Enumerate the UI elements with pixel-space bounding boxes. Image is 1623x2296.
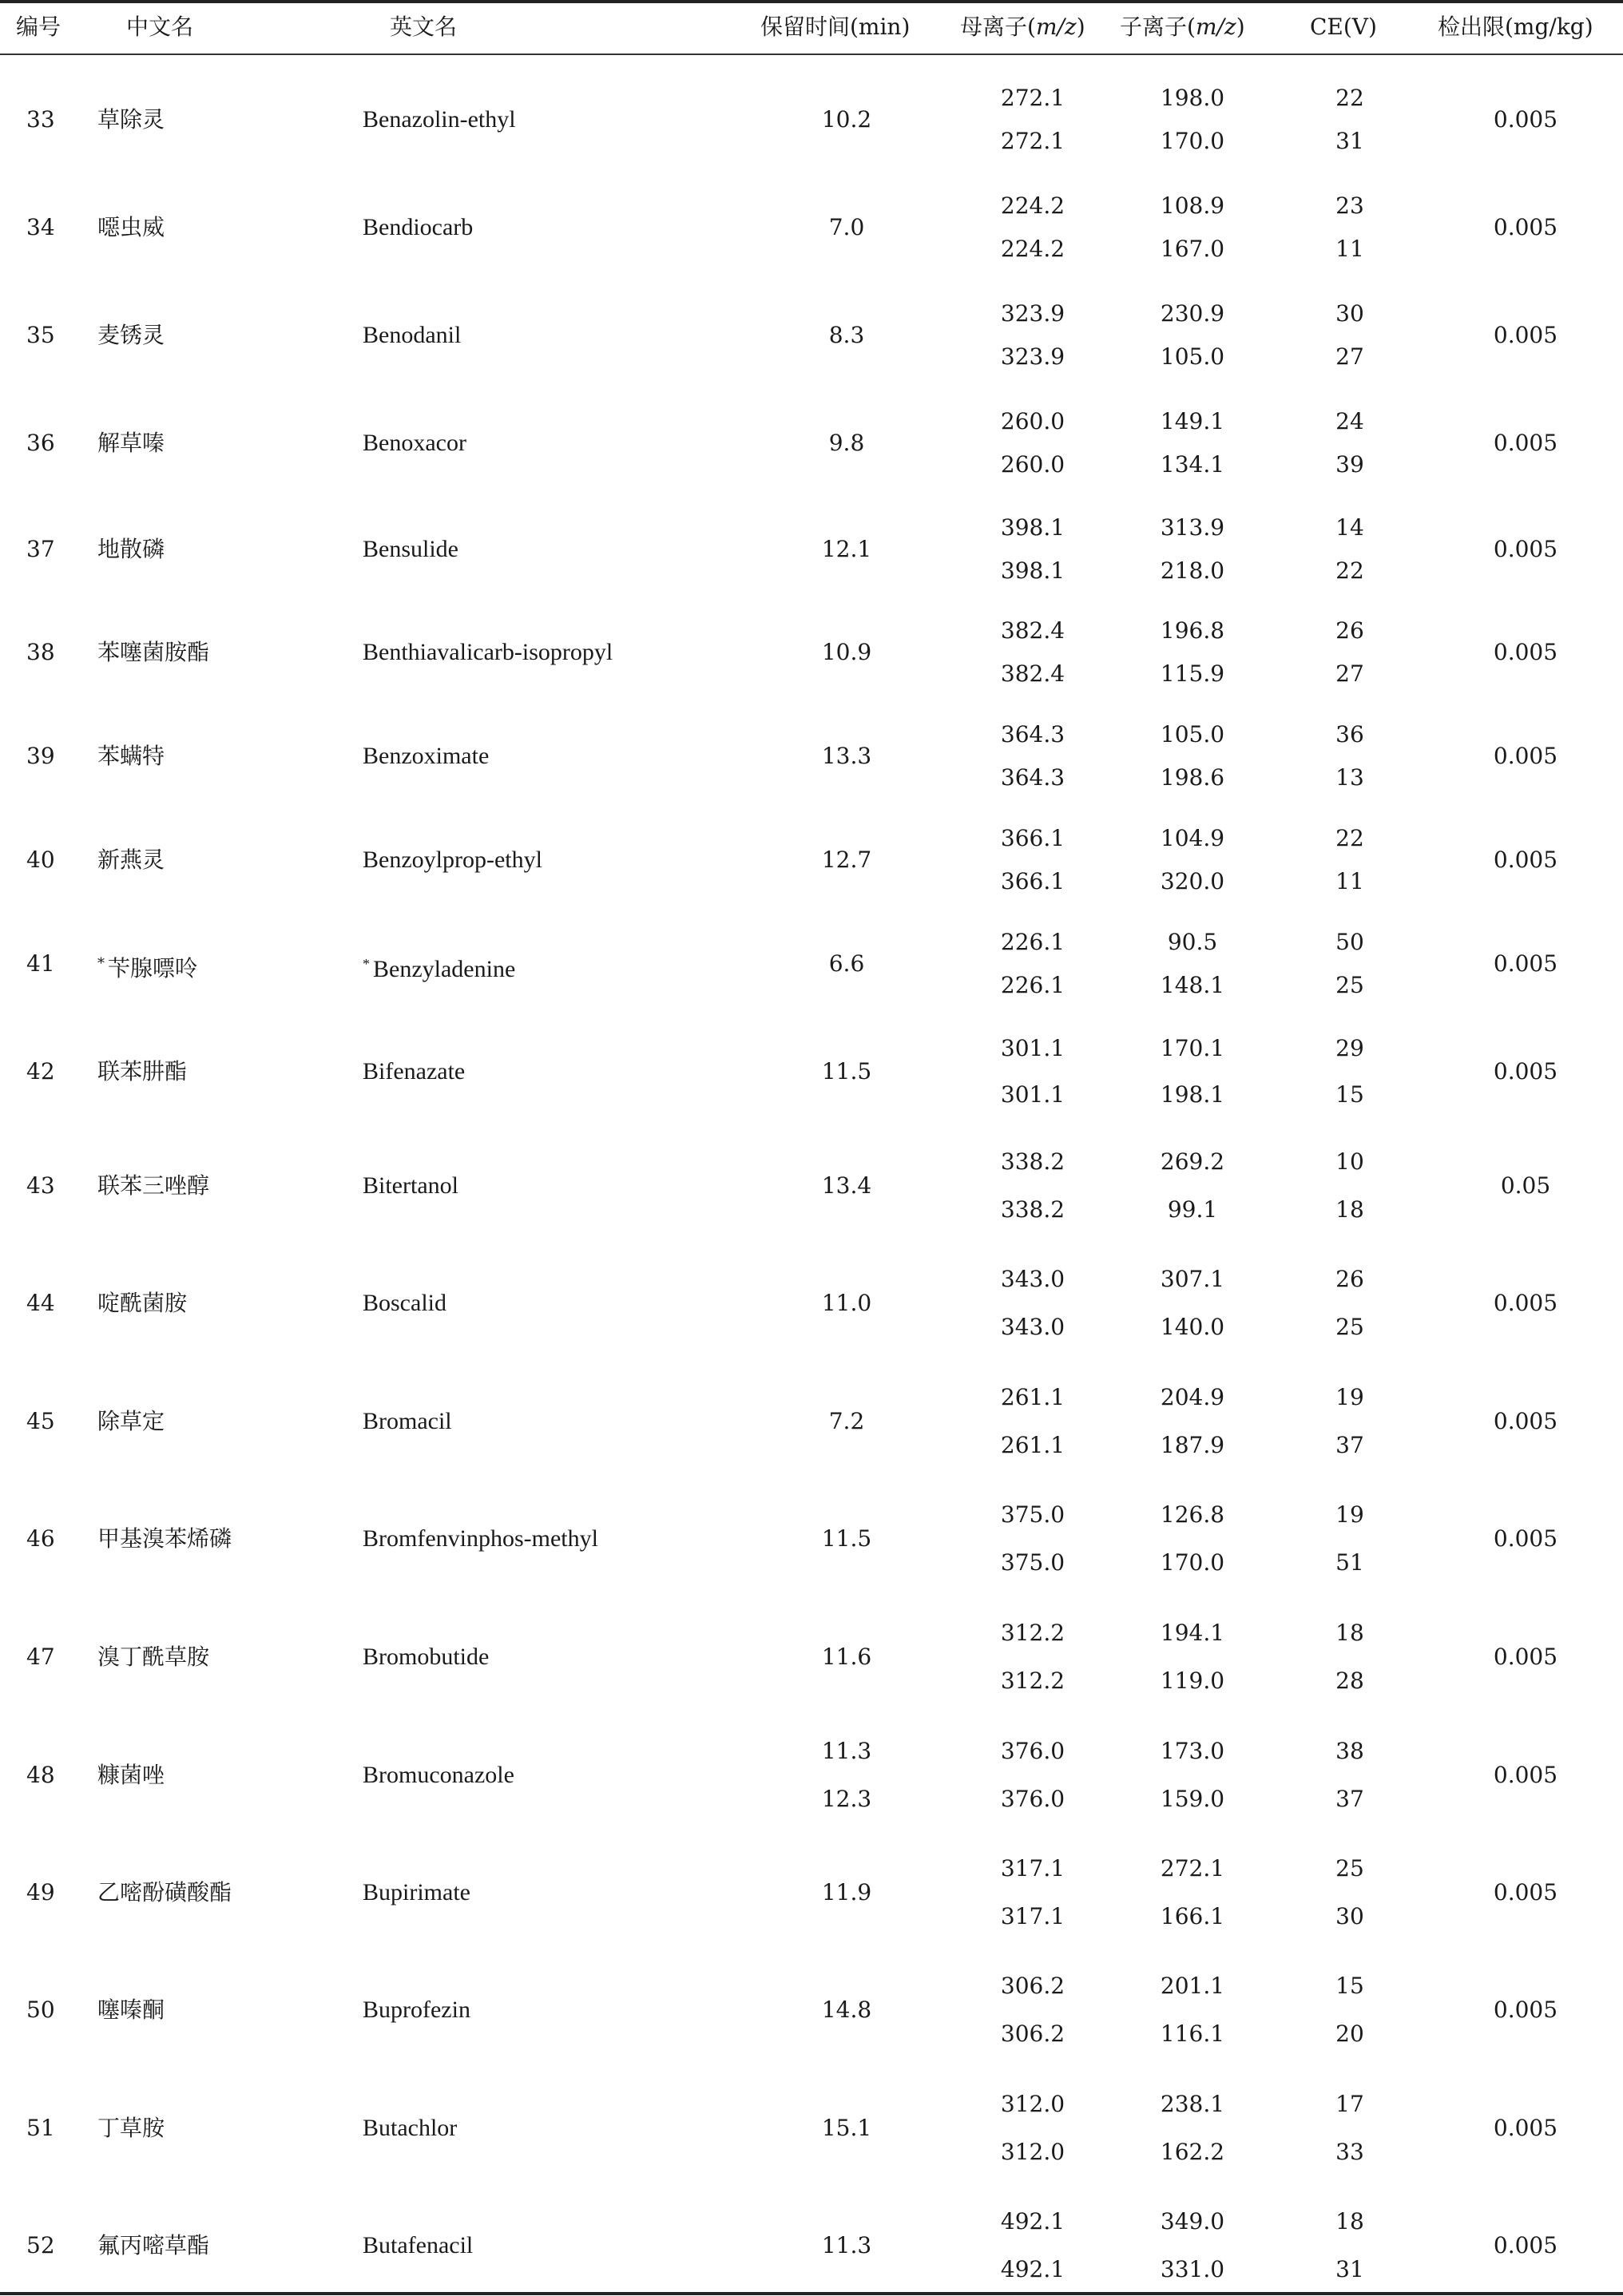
product-ion: 198.6 — [1160, 764, 1225, 791]
compound-number: 38 — [26, 639, 55, 665]
header-en-name: 英文名 — [390, 14, 458, 40]
compound-number: 48 — [26, 1762, 55, 1788]
product-ion: 198.1 — [1160, 1081, 1225, 1108]
compound-chinese-name: 噁虫威 — [97, 214, 165, 240]
retention-time: 12.1 — [821, 536, 872, 562]
retention-time: 6.6 — [828, 950, 865, 977]
product-ion: 198.0 — [1160, 85, 1225, 111]
footnote-star: * — [363, 956, 370, 972]
collision-energy: 28 — [1335, 1667, 1364, 1694]
collision-energy: 11 — [1335, 236, 1364, 262]
detection-limit: 0.005 — [1493, 1644, 1558, 1670]
compound-english-name: Bromobutide — [363, 1644, 490, 1670]
compound-number: 35 — [26, 322, 55, 348]
precursor-ion: 301.1 — [1000, 1081, 1065, 1108]
compound-english-name: * Benzyladenine — [363, 956, 516, 982]
retention-time: 11.6 — [821, 1644, 872, 1670]
header-no: 编号 — [16, 14, 62, 40]
product-ion: 149.1 — [1160, 408, 1225, 434]
product-ion: 108.9 — [1160, 192, 1225, 219]
collision-energy: 26 — [1335, 617, 1364, 644]
compound-chinese-name: 地散磷 — [97, 536, 165, 562]
precursor-ion: 224.2 — [1000, 192, 1065, 219]
product-ion: 104.9 — [1160, 825, 1225, 851]
precursor-ion: 323.9 — [1000, 343, 1065, 370]
collision-energy: 39 — [1335, 451, 1364, 478]
compound-number: 46 — [26, 1525, 55, 1552]
collision-energy: 15 — [1335, 1973, 1364, 1999]
collision-energy: 22 — [1335, 557, 1364, 584]
precursor-ion: 366.1 — [1000, 825, 1065, 851]
compound-chinese-name: 啶酰菌胺 — [97, 1290, 188, 1316]
product-ion: 134.1 — [1160, 451, 1225, 478]
collision-energy: 19 — [1335, 1501, 1364, 1528]
retention-time: 13.3 — [821, 743, 872, 769]
compound-number: 43 — [26, 1172, 55, 1199]
collision-energy: 23 — [1335, 192, 1364, 219]
detection-limit: 0.005 — [1493, 1997, 1558, 2023]
retention-time: 11.3 — [821, 1738, 872, 1764]
compound-english-name: Bromfenvinphos-methyl — [363, 1525, 598, 1552]
product-ion: 307.1 — [1160, 1266, 1225, 1292]
retention-time: 10.9 — [821, 639, 872, 665]
product-ion: 140.0 — [1160, 1314, 1225, 1340]
header-precursor-ion: 母离子(m/z) — [960, 14, 1085, 40]
precursor-ion: 382.4 — [1000, 617, 1065, 644]
detection-limit: 0.005 — [1493, 1525, 1558, 1552]
product-ion: 90.5 — [1167, 929, 1218, 955]
compound-english-name: Buprofezin — [363, 1997, 470, 2023]
retention-time: 14.8 — [821, 1997, 872, 2023]
compound-chinese-name: 溴丁酰草胺 — [97, 1644, 210, 1670]
compound-chinese-name: 噻嗪酮 — [97, 1997, 165, 2023]
compound-english-name: Bensulide — [363, 536, 458, 562]
precursor-ion: 364.3 — [1000, 764, 1065, 791]
collision-energy: 22 — [1335, 85, 1364, 111]
compound-chinese-name: 联苯肼酯 — [97, 1058, 188, 1085]
collision-energy: 20 — [1335, 2020, 1364, 2047]
collision-energy: 15 — [1335, 1081, 1364, 1108]
precursor-ion: 323.9 — [1000, 300, 1065, 327]
product-ion: 218.0 — [1160, 557, 1225, 584]
retention-time: 7.0 — [828, 214, 865, 240]
product-ion: 204.9 — [1160, 1384, 1225, 1410]
compound-english-name: Bendiocarb — [363, 214, 474, 240]
product-ion: 159.0 — [1160, 1786, 1225, 1812]
detection-limit: 0.005 — [1493, 1408, 1558, 1434]
product-ion: 272.1 — [1160, 1855, 1225, 1882]
product-ion: 313.9 — [1160, 514, 1225, 541]
retention-time: 15.1 — [821, 2115, 872, 2141]
collision-energy: 36 — [1335, 721, 1364, 747]
compound-english-name: Benodanil — [363, 322, 462, 348]
product-ion: 162.2 — [1160, 2139, 1225, 2165]
footnote-star: * — [97, 955, 105, 972]
retention-time: 10.2 — [821, 106, 872, 133]
compound-english-name: Benoxacor — [363, 430, 466, 456]
detection-limit: 0.005 — [1493, 743, 1558, 769]
product-ion: 170.0 — [1160, 1549, 1225, 1576]
compound-number: 45 — [26, 1408, 55, 1434]
compound-number: 36 — [26, 430, 55, 456]
product-ion: 148.1 — [1160, 972, 1225, 998]
collision-energy: 25 — [1335, 972, 1364, 998]
detection-limit: 0.005 — [1493, 1058, 1558, 1085]
table-bottom-rule — [0, 2292, 1623, 2295]
precursor-ion: 272.1 — [1000, 85, 1065, 111]
compound-number: 39 — [26, 743, 55, 769]
compound-number: 44 — [26, 1290, 55, 1316]
collision-energy: 14 — [1335, 514, 1364, 541]
retention-time: 12.3 — [821, 1786, 872, 1812]
precursor-ion: 343.0 — [1000, 1314, 1065, 1340]
product-ion: 196.8 — [1160, 617, 1225, 644]
retention-time: 11.0 — [821, 1290, 872, 1316]
collision-energy: 50 — [1335, 929, 1364, 955]
product-ion: 167.0 — [1160, 236, 1225, 262]
retention-time: 11.3 — [821, 2232, 872, 2258]
product-ion: 173.0 — [1160, 1738, 1225, 1764]
precursor-ion: 301.1 — [1000, 1035, 1065, 1061]
compound-english-name: Bupirimate — [363, 1879, 470, 1905]
precursor-ion: 376.0 — [1000, 1738, 1065, 1764]
product-ion: 201.1 — [1160, 1973, 1225, 1999]
precursor-ion: 312.0 — [1000, 2091, 1065, 2117]
product-ion: 170.1 — [1160, 1035, 1225, 1061]
collision-energy: 29 — [1335, 1035, 1364, 1061]
compound-number: 50 — [26, 1997, 55, 2023]
precursor-ion: 226.1 — [1000, 972, 1065, 998]
compound-english-name: Butachlor — [363, 2115, 458, 2141]
compound-english-name: Benthiavalicarb-isopropyl — [363, 639, 613, 665]
precursor-ion: 492.1 — [1000, 2256, 1065, 2282]
collision-energy: 27 — [1335, 660, 1364, 687]
detection-limit: 0.005 — [1493, 847, 1558, 873]
compound-number: 42 — [26, 1058, 55, 1085]
collision-energy: 11 — [1335, 868, 1364, 894]
compound-english-name: Benzoximate — [363, 743, 490, 769]
precursor-ion: 364.3 — [1000, 721, 1065, 747]
compound-chinese-name: 草除灵 — [97, 106, 165, 133]
precursor-ion: 375.0 — [1000, 1549, 1065, 1576]
product-ion: 238.1 — [1160, 2091, 1225, 2117]
product-ion: 119.0 — [1160, 1667, 1225, 1694]
collision-energy: 31 — [1335, 128, 1364, 154]
compound-chinese-name: 甲基溴苯烯磷 — [97, 1525, 232, 1552]
detection-limit: 0.005 — [1493, 214, 1558, 240]
header-lod: 检出限(mg/kg) — [1438, 14, 1593, 40]
compound-english-name: Bitertanol — [363, 1172, 458, 1199]
collision-energy: 13 — [1335, 764, 1364, 791]
precursor-ion: 338.2 — [1000, 1196, 1065, 1223]
collision-energy: 51 — [1335, 1549, 1364, 1576]
compound-english-name: Bromuconazole — [363, 1762, 514, 1788]
precursor-ion: 317.1 — [1000, 1903, 1065, 1929]
detection-limit: 0.005 — [1493, 322, 1558, 348]
compound-english-name: Bifenazate — [363, 1058, 466, 1085]
collision-energy: 30 — [1335, 1903, 1364, 1929]
table-header-rule — [0, 54, 1623, 55]
precursor-ion: 260.0 — [1000, 408, 1065, 434]
compound-chinese-name: 联苯三唑醇 — [97, 1172, 210, 1199]
detection-limit: 0.005 — [1493, 639, 1558, 665]
collision-energy: 17 — [1335, 2091, 1364, 2117]
compound-chinese-name: 氟丙嘧草酯 — [97, 2232, 210, 2258]
collision-energy: 26 — [1335, 1266, 1364, 1292]
product-ion: 349.0 — [1160, 2208, 1225, 2235]
collision-energy: 37 — [1335, 1432, 1364, 1458]
detection-limit: 0.005 — [1493, 1879, 1558, 1905]
collision-energy: 19 — [1335, 1384, 1364, 1410]
collision-energy: 38 — [1335, 1738, 1364, 1764]
compound-number: 51 — [26, 2115, 55, 2141]
compound-english-name: Benzoylprop-ethyl — [363, 847, 542, 873]
precursor-ion: 375.0 — [1000, 1501, 1065, 1528]
compound-chinese-name: 苯噻菌胺酯 — [97, 639, 210, 665]
collision-energy: 37 — [1335, 1786, 1364, 1812]
product-ion: 166.1 — [1160, 1903, 1225, 1929]
precursor-ion: 317.1 — [1000, 1855, 1065, 1882]
compound-chinese-name: 除草定 — [97, 1408, 165, 1434]
compound-chinese-name: 新燕灵 — [97, 847, 165, 873]
precursor-ion: 376.0 — [1000, 1786, 1065, 1812]
compound-chinese-name: 乙嘧酚磺酸酯 — [97, 1879, 232, 1905]
compound-chinese-name: 糠菌唑 — [97, 1762, 165, 1788]
compound-chinese-name: 苯螨特 — [97, 743, 165, 769]
collision-energy: 25 — [1335, 1314, 1364, 1340]
product-ion: 99.1 — [1167, 1196, 1218, 1223]
precursor-ion: 312.0 — [1000, 2139, 1065, 2165]
retention-time: 12.7 — [821, 847, 872, 873]
compound-number: 34 — [26, 214, 55, 240]
compound-number: 33 — [26, 106, 55, 133]
collision-energy: 25 — [1335, 1855, 1364, 1882]
precursor-ion: 343.0 — [1000, 1266, 1065, 1292]
precursor-ion: 261.1 — [1000, 1384, 1065, 1410]
detection-limit: 0.005 — [1493, 536, 1558, 562]
product-ion: 170.0 — [1160, 128, 1225, 154]
compound-english-name: Boscalid — [363, 1290, 446, 1316]
compound-number: 41 — [26, 950, 55, 977]
compound-chinese-name: 丁草胺 — [97, 2115, 165, 2141]
product-ion: 105.0 — [1160, 721, 1225, 747]
detection-limit: 0.005 — [1493, 106, 1558, 133]
compound-english-name: Bromacil — [363, 1408, 452, 1434]
detection-limit: 0.005 — [1493, 430, 1558, 456]
precursor-ion: 312.2 — [1000, 1620, 1065, 1646]
product-ion: 331.0 — [1160, 2256, 1225, 2282]
collision-energy: 27 — [1335, 343, 1364, 370]
product-ion: 230.9 — [1160, 300, 1225, 327]
detection-limit: 0.005 — [1493, 2232, 1558, 2258]
precursor-ion: 338.2 — [1000, 1148, 1065, 1175]
compound-number: 52 — [26, 2232, 55, 2258]
retention-time: 11.9 — [821, 1879, 872, 1905]
compound-number: 47 — [26, 1644, 55, 1670]
precursor-ion: 398.1 — [1000, 514, 1065, 541]
header-product-ion: 子离子(m/z) — [1120, 14, 1245, 40]
precursor-ion: 224.2 — [1000, 236, 1065, 262]
collision-energy: 18 — [1335, 1620, 1364, 1646]
retention-time: 8.3 — [828, 322, 865, 348]
compound-chinese-name: * 苄腺嘌呤 — [97, 955, 198, 981]
detection-limit: 0.005 — [1493, 1762, 1558, 1788]
product-ion: 194.1 — [1160, 1620, 1225, 1646]
precursor-ion: 398.1 — [1000, 557, 1065, 584]
collision-energy: 33 — [1335, 2139, 1364, 2165]
collision-energy: 22 — [1335, 825, 1364, 851]
precursor-ion: 272.1 — [1000, 128, 1065, 154]
collision-energy: 10 — [1335, 1148, 1364, 1175]
precursor-ion: 261.1 — [1000, 1432, 1065, 1458]
header-retention-time: 保留时间(min) — [760, 14, 911, 40]
collision-energy: 31 — [1335, 2256, 1364, 2282]
collision-energy: 18 — [1335, 1196, 1364, 1223]
compound-english-name: Benazolin-ethyl — [363, 106, 516, 133]
detection-limit: 0.005 — [1493, 2115, 1558, 2141]
retention-time: 9.8 — [828, 430, 865, 456]
product-ion: 320.0 — [1160, 868, 1225, 894]
compound-english-name: Butafenacil — [363, 2232, 474, 2258]
retention-time: 11.5 — [821, 1525, 872, 1552]
product-ion: 105.0 — [1160, 343, 1225, 370]
retention-time: 11.5 — [821, 1058, 872, 1085]
header-cn-name: 中文名 — [126, 14, 194, 40]
detection-limit: 0.05 — [1500, 1172, 1551, 1199]
product-ion: 116.1 — [1160, 2020, 1225, 2047]
detection-limit: 0.005 — [1493, 950, 1558, 977]
detection-limit: 0.005 — [1493, 1290, 1558, 1316]
precursor-ion: 366.1 — [1000, 868, 1065, 894]
compound-chinese-name: 解草嗪 — [97, 430, 165, 456]
collision-energy: 24 — [1335, 408, 1364, 434]
compound-number: 49 — [26, 1879, 55, 1905]
product-ion: 115.9 — [1160, 660, 1225, 687]
precursor-ion: 312.2 — [1000, 1667, 1065, 1694]
retention-time: 7.2 — [828, 1408, 865, 1434]
compound-number: 40 — [26, 847, 55, 873]
table-top-rule — [0, 0, 1623, 3]
retention-time: 13.4 — [821, 1172, 872, 1199]
precursor-ion: 382.4 — [1000, 660, 1065, 687]
product-ion: 126.8 — [1160, 1501, 1225, 1528]
product-ion: 187.9 — [1160, 1432, 1225, 1458]
precursor-ion: 492.1 — [1000, 2208, 1065, 2235]
collision-energy: 18 — [1335, 2208, 1364, 2235]
precursor-ion: 306.2 — [1000, 1973, 1065, 1999]
precursor-ion: 306.2 — [1000, 2020, 1065, 2047]
compound-number: 37 — [26, 536, 55, 562]
header-ce: CE(V) — [1310, 14, 1377, 40]
collision-energy: 30 — [1335, 300, 1364, 327]
product-ion: 269.2 — [1160, 1148, 1225, 1175]
precursor-ion: 226.1 — [1000, 929, 1065, 955]
precursor-ion: 260.0 — [1000, 451, 1065, 478]
compound-chinese-name: 麦锈灵 — [97, 322, 165, 348]
